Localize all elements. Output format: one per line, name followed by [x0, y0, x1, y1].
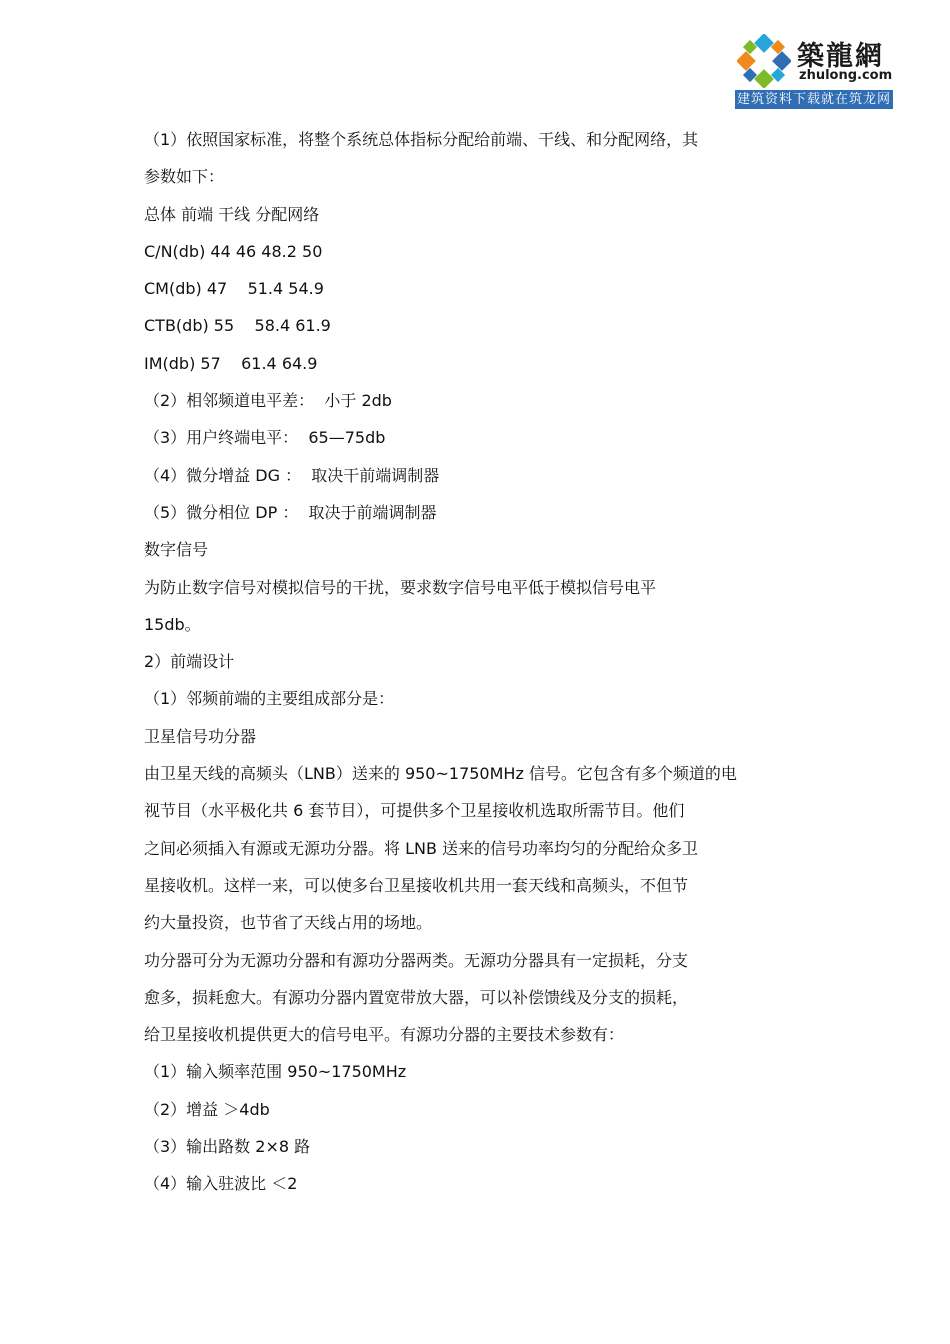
logo-url: zhulong.com	[799, 68, 893, 83]
table-header-line: 总体 前端 干线 分配网络	[144, 204, 320, 224]
list-item: （2）增益 ＞4db	[144, 1099, 270, 1119]
paragraph-line: 由卫星天线的高频头（LNB）送来的 950~1750MHz 信号。它包含有多个频道的电	[144, 764, 737, 784]
list-item: （5）微分相位 DP ： 取决于前端调制器	[144, 502, 437, 522]
list-item: （3）用户终端电平： 65—75db	[144, 428, 386, 448]
list-item: （1）输入频率范围 950~1750MHz	[144, 1062, 407, 1082]
paragraph-line: （1）依照国家标准，将整个系统总体指标分配给前端、干线、和分配网络，其	[144, 130, 699, 149]
section-heading: 数字信号	[144, 540, 209, 560]
logo-banner: 建筑资料下载就在筑龙网	[736, 92, 891, 107]
paragraph-line: 参数如下：	[144, 167, 225, 187]
logo-chinese-name: 築龍網	[797, 41, 884, 72]
paragraph-line: 之间必须插入有源或无源功分器。将 LNB 送来的信号功率均匀的分配给众多卫	[144, 838, 699, 858]
table-row-line: IM(db) 57 61.4 64.9	[144, 353, 318, 373]
paragraph-line: 给卫星接收机提供更大的信号电平。有源功分器的主要技术参数有：	[144, 1025, 625, 1045]
list-item: （1）邻频前端的主要组成部分是：	[144, 689, 395, 709]
zhulong-logo	[735, 30, 893, 110]
paragraph-line: 星接收机。这样一来，可以使多台卫星接收机共用一套天线和高频头，不但节	[144, 875, 689, 895]
paragraph-line: 视节目（水平极化共 6 套节目），可提供多个卫星接收机选取所需节目。他们	[144, 801, 685, 821]
document-body	[144, 121, 809, 1203]
list-item: （2）相邻频道电平差： 小于 2db	[144, 391, 392, 411]
list-item: （3）输出路数 2×8 路	[144, 1137, 311, 1157]
section-heading: 卫星信号功分器	[144, 726, 257, 746]
list-item: （4）微分增益 DG ： 取决干前端调制器	[144, 465, 440, 485]
zhulong-star-icon	[737, 34, 791, 88]
table-row-line: C/N(db) 44 46 48.2 50	[144, 241, 323, 261]
paragraph-line: 15db。	[144, 614, 201, 634]
paragraph-line: 愈多，损耗愈大。有源功分器内置宽带放大器，可以补偿馈线及分支的损耗，	[144, 987, 689, 1007]
list-item: （4）输入驻波比 ＜2	[144, 1174, 298, 1194]
section-heading: 2）前端设计	[144, 652, 235, 672]
paragraph-line: 功分器可分为无源功分器和有源功分器两类。无源功分器具有一定损耗，分支	[144, 950, 689, 970]
table-row-line: CM(db) 47 51.4 54.9	[144, 279, 324, 299]
table-row-line: CTB(db) 55 58.4 61.9	[144, 316, 331, 336]
paragraph-line: 约大量投资，也节省了天线占用的场地。	[144, 913, 433, 933]
paragraph-line: 为防止数字信号对模拟信号的干扰，要求数字信号电平低于模拟信号电平	[144, 577, 657, 597]
